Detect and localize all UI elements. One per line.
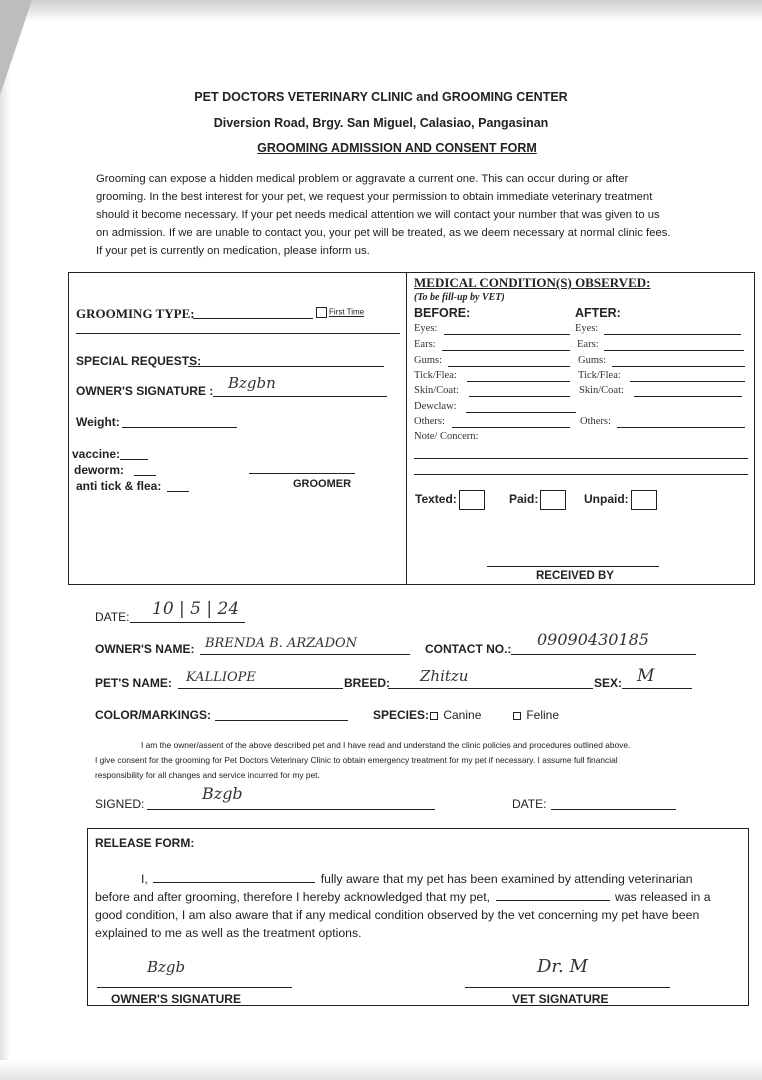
deworm-field[interactable] [134,475,156,476]
before-tick-field[interactable] [467,381,570,382]
anti-tick-field[interactable] [167,491,189,492]
unpaid-label: Unpaid: [584,492,629,507]
grooming-type-field[interactable] [193,318,313,319]
medical-subtitle: (To be fill-up by VET) [414,292,505,303]
consent-date-label: DATE: [512,797,547,811]
before-others-field[interactable] [452,427,570,428]
before-gums-field[interactable] [448,366,570,367]
medical-title: MEDICAL CONDITION(S) OBSERVED: [414,275,651,290]
vet-signature-label: VET SIGNATURE [512,992,609,1006]
intro-line: Grooming can expose a hidden medical problem or aggravate a current one. This can occur during or after [96,173,629,185]
feline-checkbox[interactable] [513,712,521,720]
unpaid-option[interactable] [584,490,657,510]
release-text [95,870,745,942]
vaccine-label: vaccine: [72,447,121,461]
color-markings-field[interactable] [215,720,348,721]
note-label: Note/ Concern: [414,431,479,442]
texted-option[interactable] [415,490,485,510]
release-text-e: explained to me as well as the treatment options. [95,926,362,940]
page-fold-corner [0,0,32,95]
anti-tick-label: anti tick & flea: [76,479,162,493]
breed-handwriting: Zhitzu [420,667,469,685]
contact-label: CONTACT NO.: [425,642,512,656]
after-eyes-label: Eyes: [575,323,599,334]
admission-box-divider [406,272,407,585]
before-dewclaw-field[interactable] [466,412,576,413]
owner-name-handwriting: BRENDA B. ARZADON [205,636,358,651]
breed-field[interactable] [388,688,593,689]
signed-handwriting: Bzgb [202,784,243,803]
before-tick-label: Tick/Flea: [414,370,457,381]
texted-label: Texted: [415,492,457,507]
owner-signature-label: OWNER'S SIGNATURE : [76,384,214,398]
canine-label: Canine [443,708,482,722]
feline-option[interactable] [513,708,559,722]
first-time-option[interactable] [316,307,364,318]
after-tick-field[interactable] [630,381,745,382]
before-label: BEFORE: [414,306,471,320]
release-owner-signature-label: OWNER'S SIGNATURE [111,992,241,1006]
vet-signature-handwriting: Dr. M [537,956,588,977]
special-requests-label: SPECIAL REQUESTS: [76,354,202,368]
owner-signature-field[interactable] [213,396,387,397]
before-others-label: Others: [414,416,445,427]
weight-label: Weight: [76,415,120,429]
unpaid-checkbox[interactable] [631,490,657,510]
after-gums-label: Gums: [578,355,607,366]
deworm-label: deworm: [74,463,125,477]
owner-name-label: OWNER'S NAME: [95,642,195,656]
paid-option[interactable] [509,490,566,510]
owner-signature-handwriting: Bzgbn [228,374,276,392]
consent-line-1: I am the owner/assent of the above described pet and I have read and understand the clinic policies and procedures outlined above. [141,740,631,750]
intro-line: on admission. If we are unable to contact you, your pet will be treated, as we deem necessary at normal clinic fees. [96,227,671,239]
signed-field[interactable] [147,809,435,810]
before-eyes-label: Eyes: [414,323,438,334]
contact-handwriting: 09090430185 [537,630,649,649]
after-label: AFTER: [575,306,621,320]
before-skin-label: Skin/Coat: [414,385,459,396]
canine-checkbox[interactable] [430,712,438,720]
after-others-field[interactable] [617,427,745,428]
after-tick-label: Tick/Flea: [578,370,621,381]
clinic-address: Diversion Road, Brgy. San Miguel, Calasiao, Pangasinan [213,116,549,130]
note-line-1[interactable] [414,458,748,459]
consent-text [95,738,705,783]
page-bottom-shadow [0,1060,762,1080]
date-label: DATE: [95,610,130,624]
page-shadow-top [0,0,762,22]
contact-field[interactable] [511,654,696,655]
release-text-a: fully aware that my pet has been examined by attending veterinarian [320,872,693,886]
paid-checkbox[interactable] [540,490,566,510]
canine-option[interactable] [430,708,481,722]
intro-line: If your pet is currently on medication, please inform us. [96,245,370,257]
release-form-title: RELEASE FORM: [95,836,195,850]
vaccine-field[interactable] [120,459,148,460]
feline-label: Feline [526,708,560,722]
before-ears-label: Ears: [414,339,436,350]
special-requests-field[interactable] [188,366,384,367]
after-skin-label: Skin/Coat: [579,385,624,396]
after-ears-label: Ears: [577,339,599,350]
before-skin-field[interactable] [469,396,570,397]
release-name-field[interactable] [153,882,315,883]
grooming-type-label: GROOMING TYPE: [76,306,195,321]
owner-name-field[interactable] [200,654,410,655]
form-title: GROOMING ADMISSION AND CONSENT FORM [257,141,537,155]
first-time-label: First Time [329,307,365,317]
note-line-2[interactable] [414,474,748,475]
pet-name-field[interactable] [178,688,343,689]
sex-label: SEX: [594,676,623,690]
signed-label: SIGNED: [95,797,145,811]
page-shadow-left [0,0,10,1080]
release-line-2 [95,888,745,906]
vet-signature-line[interactable] [465,987,670,988]
clinic-name: PET DOCTORS VETERINARY CLINIC and GROOMING CENTER [194,90,568,104]
date-handwriting: 10 | 5 | 24 [152,599,240,619]
consent-date-field[interactable] [551,809,676,810]
sex-handwriting: M [637,666,655,686]
groomer-label: GROOMER [293,478,352,490]
consent-line-2: I give consent for the grooming for Pet Doctors Veterinary Clinic to obtain emergency treatment for my pet if necessary. I assume full financial [95,755,618,765]
paid-label: Paid: [509,492,539,507]
pet-name-handwriting: KALLIOPE [186,670,256,685]
release-pet-field[interactable] [496,900,610,901]
release-line-1 [95,870,745,888]
release-i: I, [141,872,148,886]
before-gums-label: Gums: [414,355,443,366]
intro-line: grooming. In the best interest for your pet, we request your permission to obtain immediate veterinary treatment [96,191,653,203]
species-label: SPECIES: [373,708,430,722]
before-ears-field[interactable] [442,350,570,351]
after-skin-field[interactable] [634,396,742,397]
groomer-signature-line[interactable] [249,473,355,474]
before-dewclaw-label: Dewclaw: [414,401,457,412]
pet-name-label: PET'S NAME: [95,676,172,690]
grooming-type-line-2[interactable] [76,333,400,334]
received-by-label: RECEIVED BY [536,570,614,582]
release-owner-signature-line[interactable] [97,987,292,988]
release-text-c: was released in a [614,890,711,904]
weight-field[interactable] [122,427,237,428]
texted-checkbox[interactable] [459,490,485,510]
date-field[interactable] [130,622,245,623]
sex-field[interactable] [622,688,692,689]
release-text-d: good condition, I am also aware that if any medical condition observed by the vet concerning my pet have been [95,908,700,922]
release-owner-signature-handwriting: Bzgb [147,958,186,976]
intro-paragraph [96,170,700,260]
after-eyes-field[interactable] [604,334,741,335]
breed-label: BREED: [344,676,391,690]
after-gums-field[interactable] [612,366,745,367]
after-ears-field[interactable] [604,350,744,351]
consent-line-3: responsibility for all changes and service incurred for my pet. [95,770,320,780]
color-markings-label: COLOR/MARKINGS: [95,708,211,722]
first-time-checkbox[interactable] [316,307,327,318]
release-text-b: before and after grooming, therefore I hereby acknowledged that my pet, [95,890,491,904]
before-eyes-field[interactable] [444,334,570,335]
after-others-label: Others: [580,416,611,427]
intro-line: should it become necessary. If your pet needs medical attention we will contact your number that was given to us [96,209,660,221]
received-by-line[interactable] [487,566,659,567]
